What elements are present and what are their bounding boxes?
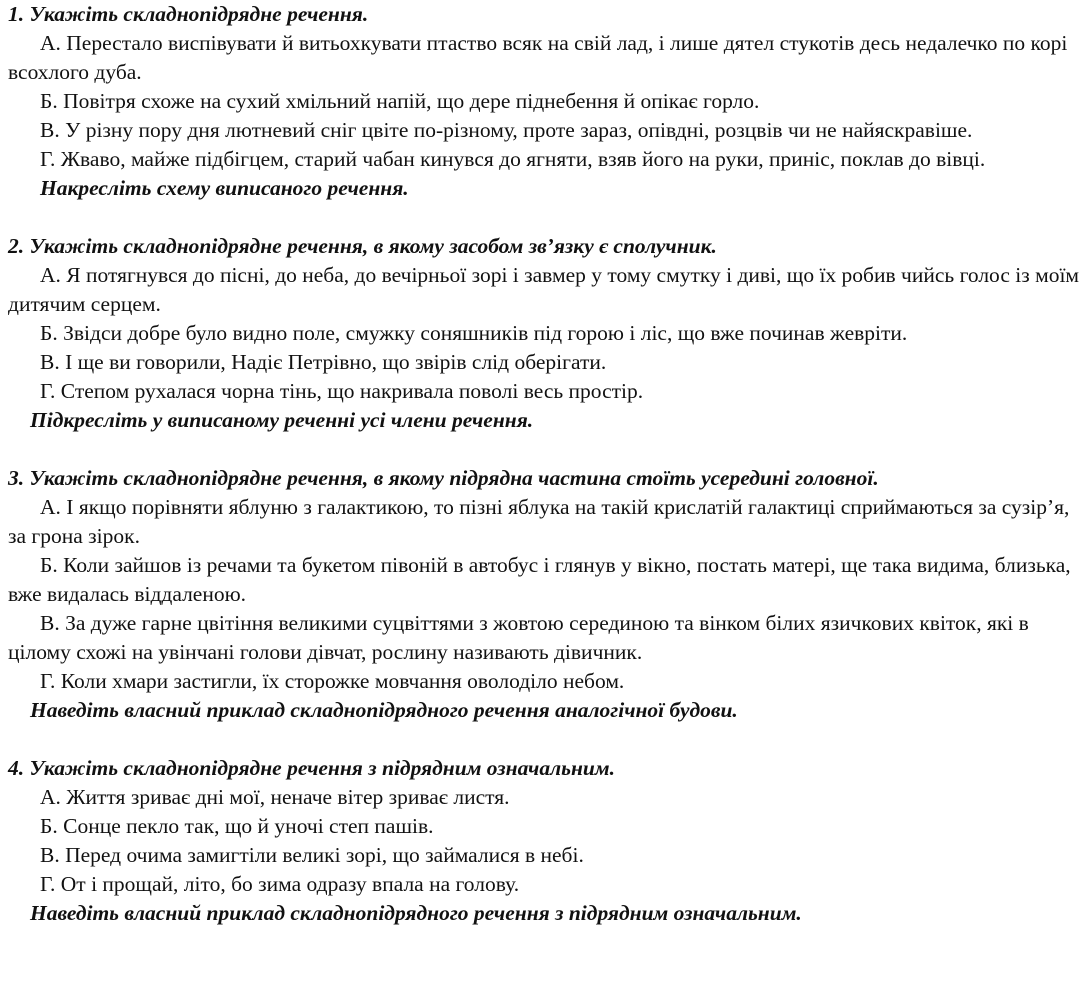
- answer-option-h: [8, 145, 1080, 174]
- option-text: Степом рухалася чорна тінь, що накривала поволі весь простір.: [60, 379, 644, 403]
- option-letter: А.: [40, 31, 61, 55]
- answer-option-b: [8, 87, 1080, 116]
- answer-option-b: [8, 551, 1080, 609]
- answer-option-h: [8, 667, 1080, 696]
- option-text: У різну пору дня лютневий сніг цвіте по-різному, проте зараз, опівдні, розцвів чи не найяскравіше.: [65, 118, 973, 142]
- option-letter: Б.: [40, 814, 58, 838]
- task-instruction: Накресліть схему виписаного речення.: [40, 176, 409, 200]
- option-text: Звідси добре було видно поле, смужку соняшників під горою і ліс, що вже починав жевріти.: [63, 321, 908, 345]
- option-letter: Б.: [40, 553, 58, 577]
- option-letter: А.: [40, 785, 61, 809]
- answer-option-a: [8, 261, 1080, 319]
- answer-option-v: [8, 609, 1080, 667]
- option-text: От і прощай, літо, бо зима одразу впала на голову.: [60, 872, 520, 896]
- option-text: Перестало виспівувати й витьохкувати птаство всяк на свій лад, і лише дятел стукотів десь недалечко по корі всохлого дуба.: [8, 31, 1068, 84]
- question-1: [8, 0, 1080, 203]
- option-text: Жваво, майже підбігцем, старий чабан кинувся до ягняти, взяв його на руки, приніс, поклав до вівці.: [60, 147, 986, 171]
- option-letter: А.: [40, 263, 61, 287]
- option-text: Сонце пекло так, що й уночі степ пашів.: [63, 814, 434, 838]
- option-text: Перед очима замигтіли великі зорі, що займалися в небі.: [65, 843, 584, 867]
- question-title: 3. Укажіть складнопідрядне речення, в якому підрядна частина стоїть усередині головної.: [8, 466, 879, 490]
- answer-option-h: [8, 870, 1080, 899]
- option-letter: В.: [40, 843, 60, 867]
- option-letter: В.: [40, 118, 60, 142]
- option-letter: Г.: [40, 147, 56, 171]
- option-text: І ще ви говорили, Надіє Петрівно, що звірів слід оберігати.: [65, 350, 607, 374]
- task-instruction: Наведіть власний приклад складнопідрядного речення з підрядним означальним.: [30, 901, 802, 925]
- option-letter: Г.: [40, 379, 56, 403]
- option-letter: Б.: [40, 321, 58, 345]
- option-text: Коли зайшов із речами та букетом півоній в автобус і глянув у вікно, постать матері, ще така видима, близька, вже видалась віддаленою.: [8, 553, 1071, 606]
- option-letter: В.: [40, 611, 60, 635]
- option-letter: Г.: [40, 872, 56, 896]
- option-letter: А.: [40, 495, 61, 519]
- answer-option-b: [8, 319, 1080, 348]
- answer-option-h: [8, 377, 1080, 406]
- question-title: 1. Укажіть складнопідрядне речення.: [8, 2, 369, 26]
- option-text: Коли хмари застигли, їх сторожке мовчання оволоділо небом.: [60, 669, 625, 693]
- answer-option-a: [8, 29, 1080, 87]
- answer-option-v: [8, 841, 1080, 870]
- question-3: [8, 464, 1080, 725]
- option-letter: Г.: [40, 669, 56, 693]
- option-letter: В.: [40, 350, 60, 374]
- question-2: [8, 232, 1080, 435]
- option-letter: Б.: [40, 89, 58, 113]
- answer-option-b: [8, 812, 1080, 841]
- answer-option-a: [8, 493, 1080, 551]
- question-4: [8, 754, 1080, 928]
- option-text: І якщо порівняти яблуню з галактикою, то пізні яблука на такій крислатій галактиці сприймаються за сузір’я, за грона зірок.: [8, 495, 1070, 548]
- option-text: За дуже гарне цвітіння великими суцвіттями з жовтою серединою та вінком білих язичкових квіток, які в цілому схожі на увінчані голови дівчат, рослину називають дівичник.: [8, 611, 1029, 664]
- answer-option-v: [8, 116, 1080, 145]
- option-text: Життя зриває дні мої, неначе вітер зриває листя.: [66, 785, 510, 809]
- answer-option-a: [8, 783, 1080, 812]
- question-title: 4. Укажіть складнопідрядне речення з підрядним означальним.: [8, 756, 615, 780]
- task-instruction: Наведіть власний приклад складнопідрядного речення аналогічної будови.: [30, 698, 738, 722]
- answer-option-v: [8, 348, 1080, 377]
- task-instruction: Підкресліть у виписаному реченні усі члени речення.: [30, 408, 534, 432]
- option-text: Повітря схоже на сухий хмільний напій, що дере піднебення й опікає горло.: [63, 89, 760, 113]
- question-title: 2. Укажіть складнопідрядне речення, в якому засобом зв’язку є сполучник.: [8, 234, 717, 258]
- option-text: Я потягнувся до пісні, до неба, до вечірньої зорі і завмер у тому смутку і диві, що їх робив чийсь голос із моїм дитячим серцем.: [8, 263, 1080, 316]
